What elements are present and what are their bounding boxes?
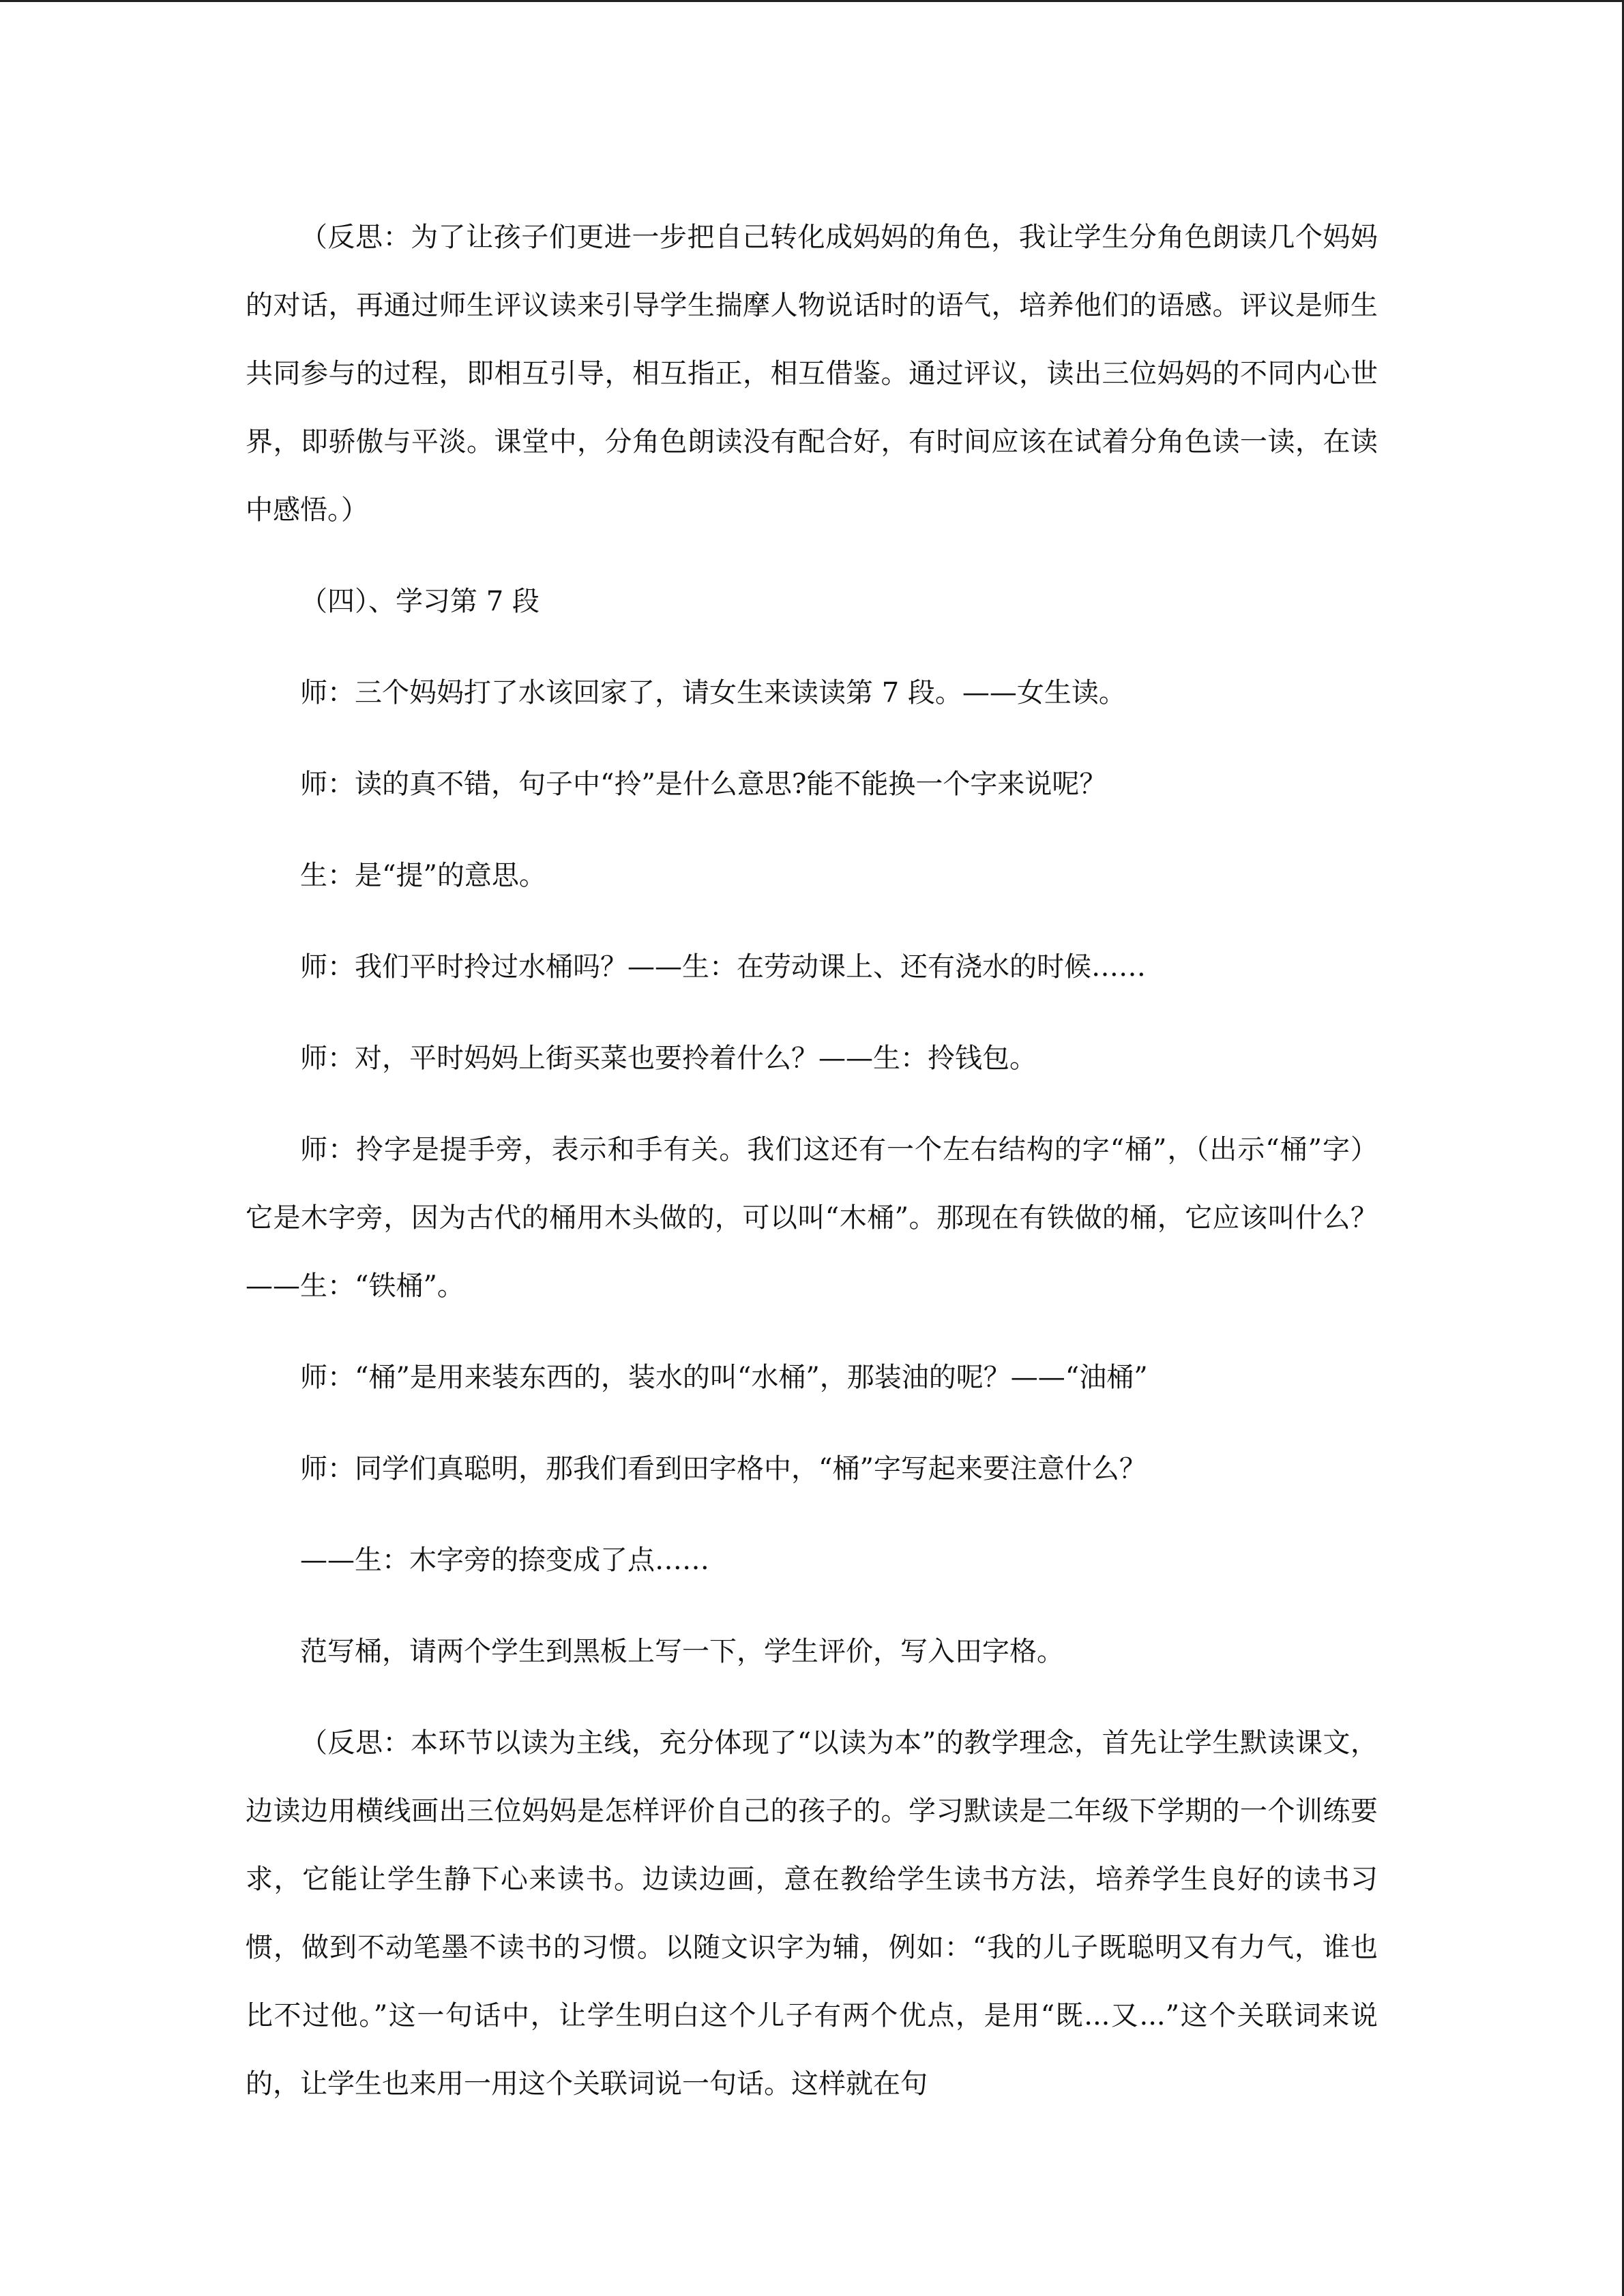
page-top-border bbox=[0, 0, 1624, 2]
dialogue-line-6: 师：拎字是提手旁，表示和手有关。我们这还有一个左右结构的字“桶”，（出示“桶”字）它是木字旁，因为古代的桶用木头做的，可以叫“木桶”。那现在有铁做的桶，它应该叫什么？——生：“铁桶”。 bbox=[246, 1134, 1378, 1302]
section-heading-4: （四）、学习第 7 段 bbox=[300, 586, 540, 617]
dialogue-line-9: ——生：木字旁的捺变成了点…… bbox=[300, 1545, 709, 1576]
writing-practice-paragraph: 范写桶，请两个学生到黑板上写一下，学生评价，写入田字格。 bbox=[300, 1636, 1064, 1667]
dialogue-line-1: 师：三个妈妈打了水该回家了，请女生来读读第 7 段。——女生读。 bbox=[300, 677, 1126, 709]
dialogue-line-8: 师：同学们真聪明，那我们看到田字格中，“桶”字写起来要注意什么？ bbox=[300, 1453, 1147, 1485]
document-body bbox=[246, 203, 1378, 2141]
reflection-paragraph-1: （反思：为了让孩子们更进一步把自己转化成妈妈的角色，我让学生分角色朗读几个妈妈的对话，再通过师生评议读来引导学生揣摩人物说话时的语气，培养他们的语感。评议是师生共同参与的过程，即相互引导，相互指正，相互借鉴。通过评议，读出三位妈妈的不同内心世界，即骄傲与平淡。课堂中，分角色朗读没有配合好，有时间应该在试着分角色读一读，在读中感悟。） bbox=[246, 222, 1378, 526]
dialogue-line-5: 师：对，平时妈妈上街买菜也要拎着什么？——生：拎钱包。 bbox=[300, 1043, 1037, 1074]
reflection-paragraph-2: （反思：本环节以读为主线，充分体现了“以读为本”的教学理念，首先让学生默读课文，边读边用横线画出三位妈妈是怎样评价自己的孩子的。学习默读是二年级下学期的一个训练要求，它能让学生静下心来读书。边读边画，意在教给学生读书方法，培养学生良好的读书习惯，做到不动笔墨不读书的习惯。以随文识字为辅，例如：“我的儿子既聪明又有力气，谁也比不过他。”这一句话中，让学生明白这个儿子有两个优点，是用“既...又...”这个关联词来说的，让学生也来用一用这个关联词说一句话。这样就在句 bbox=[246, 1727, 1378, 2100]
dialogue-line-2: 师：读的真不错，句子中“拎”是什么意思?能不能换一个字来说呢？ bbox=[300, 769, 1107, 800]
dialogue-line-3: 生：是“提”的意思。 bbox=[300, 860, 546, 891]
dialogue-line-7: 师：“桶”是用来装东西的，装水的叫“水桶”，那装油的呢？——“油桶” bbox=[300, 1362, 1148, 1393]
dialogue-line-4: 师：我们平时拎过水桶吗？——生：在劳动课上、还有浇水的时候…… bbox=[300, 951, 1146, 983]
